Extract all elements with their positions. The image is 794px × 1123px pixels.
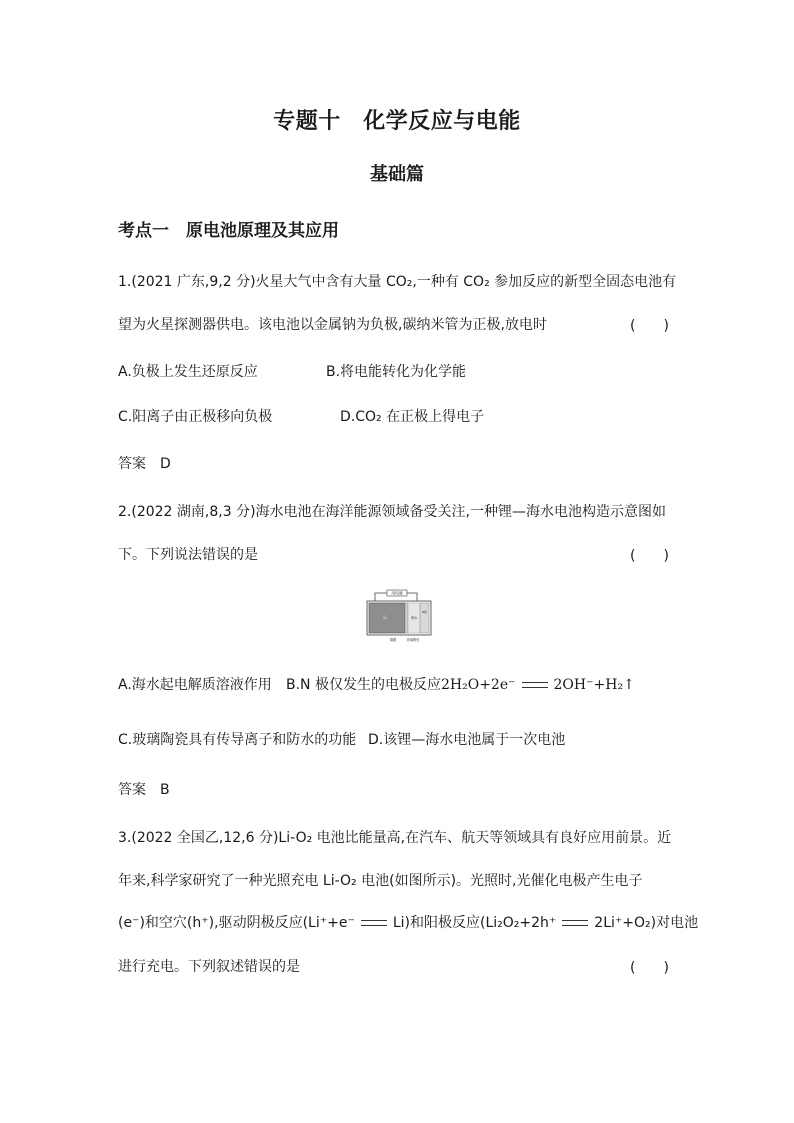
page-subtitle: 基础篇: [370, 164, 424, 185]
q3-anode-reaction: Li)和阳极反应(Li₂O₂+2h⁺: [392, 915, 557, 931]
q3-answer-blank: ( ): [630, 960, 669, 976]
equals-sign-icon: [562, 920, 588, 926]
battery-diagram: [355, 589, 437, 643]
diagram-appliance-label: 用电器: [391, 590, 403, 596]
diagram-seawater-label: 海水: [410, 616, 418, 620]
diagram-li-label: Li: [383, 615, 387, 620]
q2-option-c: C.玻璃陶瓷具有传导离子和防水的功能: [118, 732, 357, 748]
q3-stem-line1: 3.(2022 全国乙,12,6 分)Li-O₂ 电池比能量高,在汽车、航天等领域具有良好应用前景。近: [118, 830, 672, 846]
q2-answer-blank: ( ): [630, 548, 669, 564]
q2-answer: 答案 B: [118, 782, 170, 798]
q2-option-b: [286, 675, 635, 695]
q3-stem-line2: 年来,科学家研究了一种光照充电 Li-O₂ 电池(如图所示)。光照时,光催化电极产生电子: [118, 873, 643, 889]
q1-option-c: C.阳离子由正极移向负极: [118, 409, 273, 425]
q1-stem-line2: 望为火星探测器供电。该电池以金属钠为负极,碳纳米管为正极,放电时: [118, 317, 547, 333]
q1-stem-line1: 1.(2021 广东,9,2 分)火星大气中含有大量 CO₂,一种有 CO₂ 参加反应的新型全固态电池有: [118, 274, 677, 290]
q2-option-d: D.该锂—海水电池属于一次电池: [368, 732, 566, 748]
q2-stem-line1: 2.(2022 湖南,8,3 分)海水电池在海洋能源领域备受关注,一种锂—海水电池构造示意图如: [118, 504, 666, 520]
q2-option-b-products: 2OH⁻+H₂↑: [553, 677, 635, 693]
q2-option-a: A.海水起电解质溶液作用: [118, 677, 272, 693]
q3-stem-line4: 进行充电。下列叙述错误的是: [118, 959, 300, 975]
q2-option-b-reactants: 2H₂O+2e⁻: [440, 677, 516, 693]
q3-cathode-reaction: (e⁻)和空穴(h⁺),驱动阴极反应(Li⁺+e⁻: [118, 915, 355, 931]
section-heading: 考点一 原电池原理及其应用: [118, 221, 339, 241]
q1-option-a: A.负极上发生还原反应: [118, 364, 258, 380]
q1-option-d: D.CO₂ 在正极上得电子: [340, 409, 485, 425]
q2-option-b-prefix: B.N 极仅发生的电极反应: [286, 677, 441, 693]
q3-stem-line3: [118, 913, 698, 933]
diagram-ceramic-label: 玻璃陶瓷: [406, 638, 420, 642]
diagram-n-electrode-label: N极: [421, 610, 428, 614]
q1-answer: 答案 D: [118, 456, 171, 472]
page-title: 专题十 化学反应与电能: [273, 109, 521, 134]
q1-answer-blank: ( ): [630, 318, 669, 334]
equals-sign-icon: [361, 920, 387, 926]
equals-sign-icon: [522, 682, 548, 688]
q3-anode-products: 2Li⁺+O₂)对电池: [594, 915, 699, 931]
q2-stem-line2: 下。下列说法错误的是: [118, 547, 258, 563]
q1-option-b: B.将电能转化为化学能: [326, 364, 467, 380]
diagram-membrane-label: 隔膜: [389, 638, 397, 642]
